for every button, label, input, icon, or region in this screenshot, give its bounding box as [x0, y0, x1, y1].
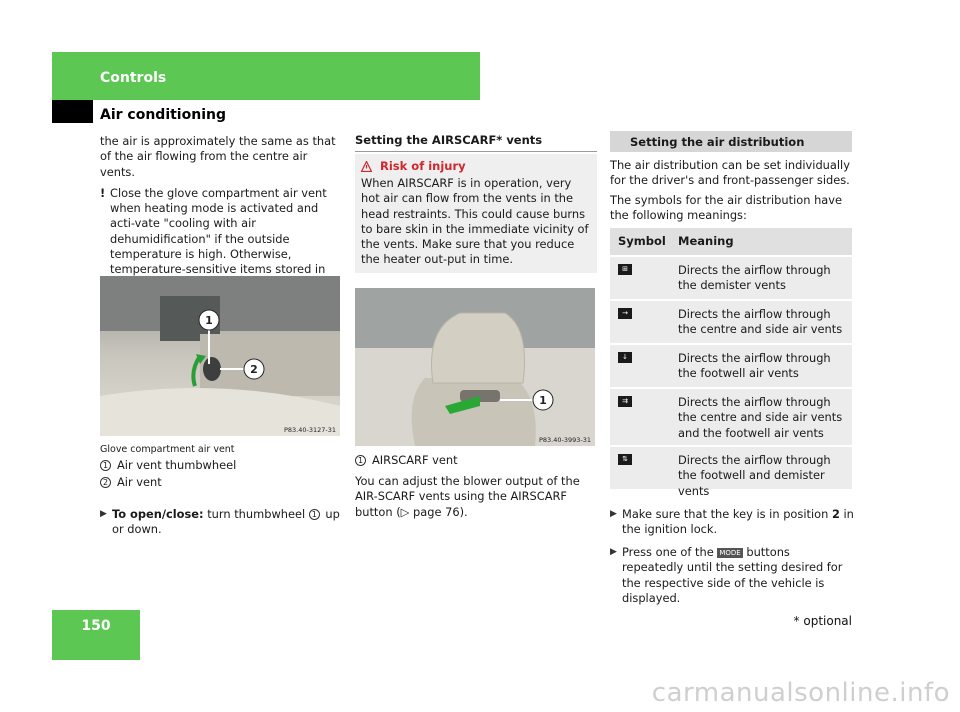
warning-text: When AIRSCARF is in operation, very hot air can flow from the vents in the head restraints. This could cause burns to bare skin in the immediate vicinity of the vents. Make sure that you reduce the heater out-put in time.: [361, 176, 589, 267]
footwell-demister-airflow-icon: ⇅: [618, 454, 632, 465]
table-row: ⇉ Directs the airflow through the centre and side air vents and the footwell air vents: [610, 387, 852, 445]
table-row: ⊞ Directs the airflow through the demister vents: [610, 255, 852, 299]
page-reference-link[interactable]: (▷ page 76).: [396, 504, 468, 519]
warning-triangle-icon: [361, 161, 372, 172]
callout-list: [100, 458, 344, 491]
step-arrow-icon: ▶: [610, 509, 617, 519]
figure-code: P83.40-3993-31: [538, 436, 591, 444]
air-distribution-heading: Setting the air distribution: [610, 131, 852, 152]
table-row: ↓ Directs the airflow through the footwell air vents: [610, 343, 852, 387]
page-number: 150: [81, 618, 111, 634]
air-distribution-intro: The air distribution can be set individually for the driver's and front-passenger sides. The symbols for the air distribution have the following meanings:: [610, 158, 850, 222]
caution-mark: !: [100, 185, 106, 200]
header-tab-marker: [52, 100, 93, 123]
callout-item: 2 Air vent: [100, 475, 344, 490]
watermark: carmanualsonline.info: [651, 678, 950, 708]
callout-item: 1 Air vent thumbwheel: [100, 458, 344, 473]
airscarf-heading: Setting the AIRSCARF* vents: [355, 133, 597, 152]
step-arrow-icon: ▶: [610, 547, 617, 557]
warning-box: [355, 154, 597, 273]
subsection-title: Air conditioning: [100, 107, 226, 123]
step-arrow-icon: ▶: [100, 509, 107, 519]
column-2: [355, 133, 597, 152]
centre-side-airflow-icon: →: [618, 308, 632, 319]
section-title: Controls: [100, 70, 167, 86]
caution-text: Close the glove compartment air vent when heating mode is activated and acti-vate "cooling with air dehumidification" if the outside temperature is high. Otherwise, temperature-sensitive items stored in: [110, 185, 327, 277]
warning-title: Risk of injury: [380, 159, 466, 173]
table-header: Symbol Meaning: [610, 226, 852, 255]
table-row: ⇅ Directs the airflow through the footwell and demister vents: [610, 445, 852, 489]
svg-text:1: 1: [539, 394, 547, 407]
airscarf-callout: 1 AIRSCARF vent: [355, 453, 597, 468]
footwell-airflow-icon: ↓: [618, 352, 632, 363]
glove-compartment-photo: [100, 276, 340, 436]
airscarf-body: You can adjust the blower output of the AIR-SCARF vents using the AIRSCARF button (▷ page 76).: [355, 474, 580, 519]
airscarf-headrest-photo: [355, 288, 595, 446]
svg-text:2: 2: [250, 363, 258, 376]
centre-side-footwell-airflow-icon: ⇉: [618, 396, 632, 407]
figure-code: P83.40-3127-31: [283, 426, 336, 434]
step-open-close: ▶ To open/close: turn thumbwheel 1 up or down.: [100, 507, 340, 537]
footnote: * optional: [793, 614, 852, 628]
figure-caption: Glove compartment air vent: [100, 444, 235, 455]
step-label: To open/close:: [112, 507, 204, 521]
table-row: → Directs the airflow through the centre and side air vents: [610, 299, 852, 343]
demister-airflow-icon: ⊞: [618, 264, 632, 275]
mode-button-icon: MODE: [719, 549, 741, 557]
step-key-position: ▶ Make sure that the key is in position 2 in the ignition lock.: [610, 507, 854, 537]
svg-text:1: 1: [205, 314, 213, 327]
symbol-table: [610, 226, 852, 498]
page-number-box: [52, 610, 140, 660]
intro-text: the air is approximately the same as that of the air flowing from the centre air vents.: [100, 134, 336, 179]
step-press-mode: ▶ Press one of the MODE buttons repeatedly until the setting desired for the respective side of the vehicle is displayed.: [610, 545, 843, 605]
